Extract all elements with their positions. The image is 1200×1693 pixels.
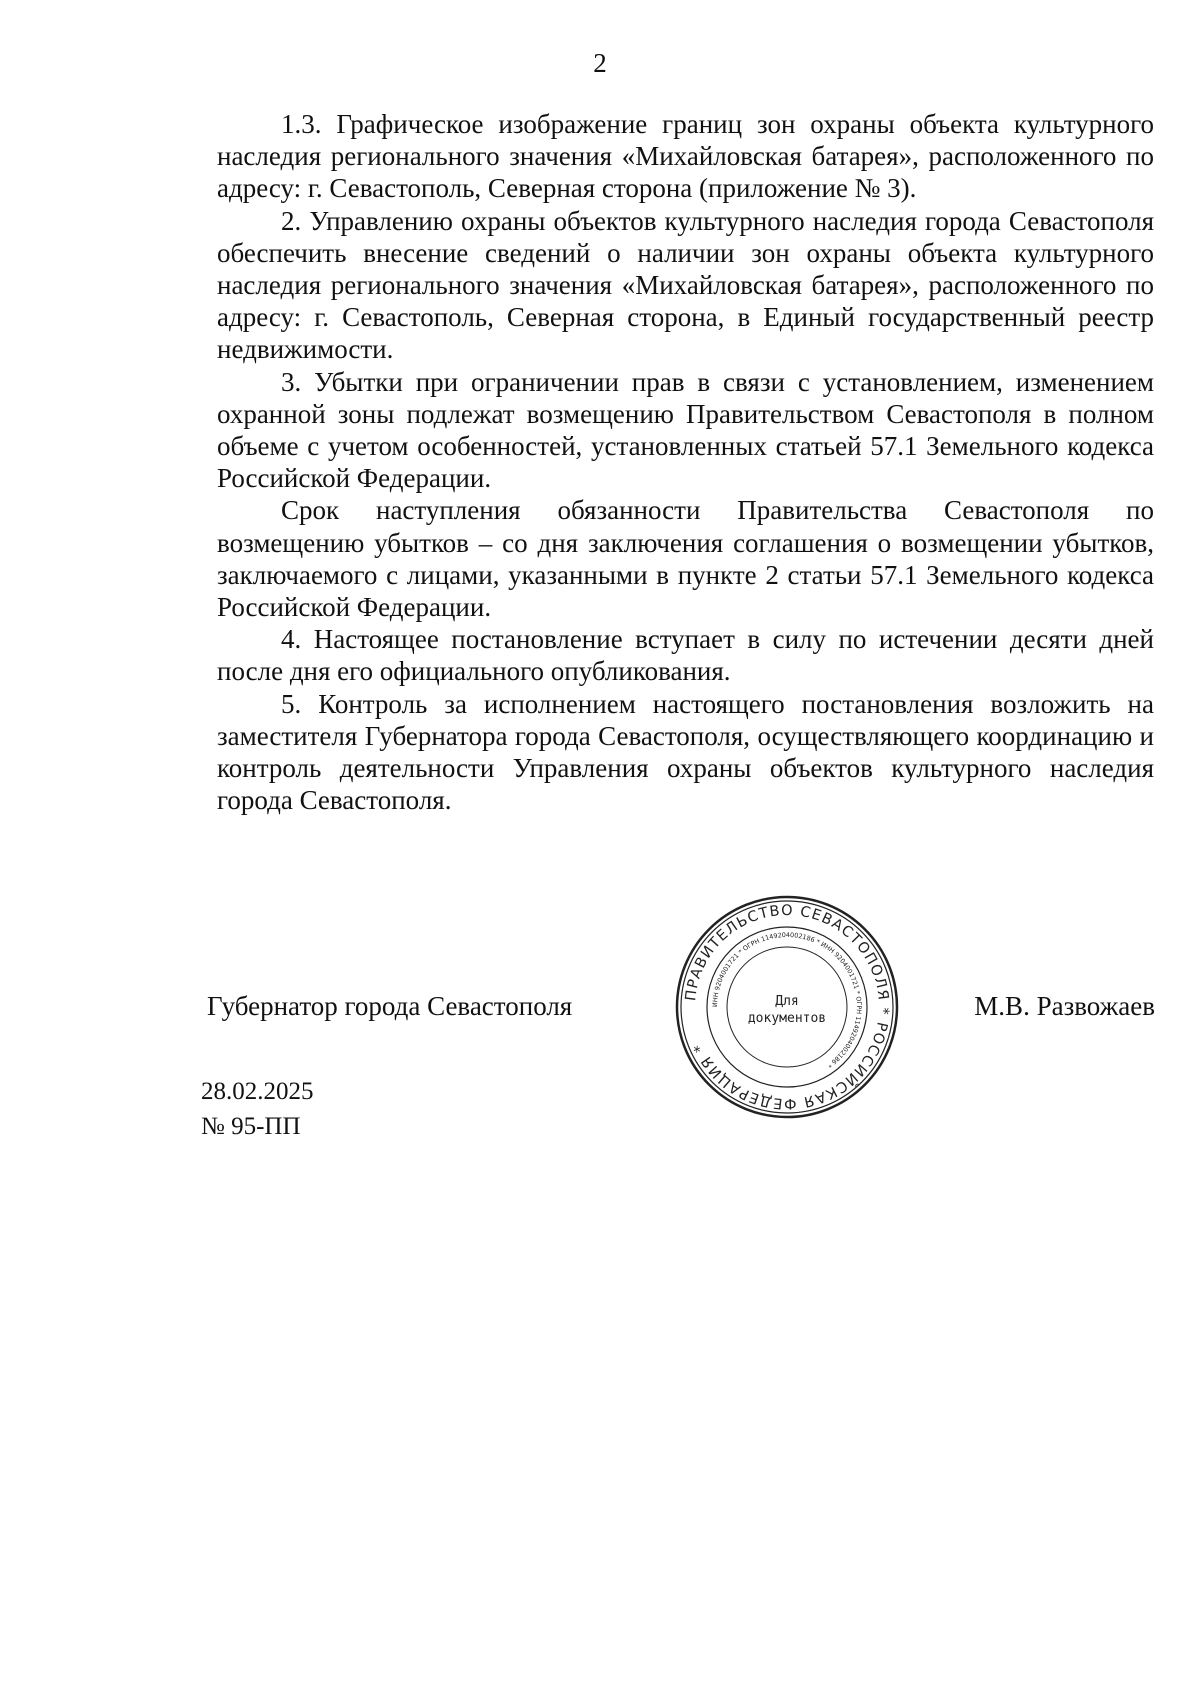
official-seal	[673, 893, 901, 1121]
paragraph-3-term: Срок наступления обязанности Правительства Севастополя по возмещению убытков – со дня заключения соглашения о возмещении убытков, заключаемого с лицами, указанными в пункте 2 статьи 57.1 Земельного кодекса Российской Федерации.	[217, 495, 1154, 623]
page-number: 2	[593, 48, 607, 78]
seal-outer-text: ПРАВИТЕЛЬСТВО СЕВАСТОПОЛЯ * РОССИЙСКАЯ ФЕДЕРАЦИЯ *	[683, 902, 892, 1112]
paragraph-5: 5. Контроль за исполнением настоящего постановления возложить на заместителя Губернатора города Севастополя, осуществляющего координацию и контроль деятельности Управления охраны объектов культурного наследия города Севастополя.	[217, 688, 1154, 816]
document-date: 28.02.2025	[201, 1078, 314, 1105]
seal-center-line-1: Для	[775, 994, 799, 1009]
document-number: № 95-ПП	[201, 1113, 301, 1140]
paragraph-1-3: 1.3. Графическое изображение границ зон охраны объекта культурного наследия регионального значения «Михайловская батарея», расположенного по адресу: г. Севастополь, Северная сторона (приложение № 3).	[217, 109, 1154, 204]
signatory-name: М.В. Развожаев	[974, 991, 1155, 1021]
paragraph-3: 3. Убытки при ограничении прав в связи с установлением, изменением охранной зоны подлежат возмещению Правительством Севастополя в полном объеме с учетом особенностей, установленных статьей 57.1 Земельного кодекса Российской Федерации.	[217, 366, 1154, 494]
seal-center-line-2: документов	[747, 1011, 827, 1026]
paragraph-4: 4. Настоящее постановление вступает в силу по истечении десяти дней после дня его официального опубликования.	[217, 624, 1154, 687]
signatory-title: Губернатор города Севастополя	[207, 991, 573, 1021]
document-body	[217, 108, 1154, 816]
paragraph-2: 2. Управлению охраны объектов культурного наследия города Севастополя обеспечить внесение сведений о наличии зон охраны объекта культурного наследия регионального значения «Михайловская батарея», расположенного по адресу: г. Севастополь, Северная сторона, в Единый государственный реестр недвижимости.	[217, 205, 1154, 365]
seal-inner-text: ИНН 9204001721 * ОГРН 1149204002186 * ИНН 9204001721 * ОГРН 1149204002186 *	[710, 930, 864, 1070]
